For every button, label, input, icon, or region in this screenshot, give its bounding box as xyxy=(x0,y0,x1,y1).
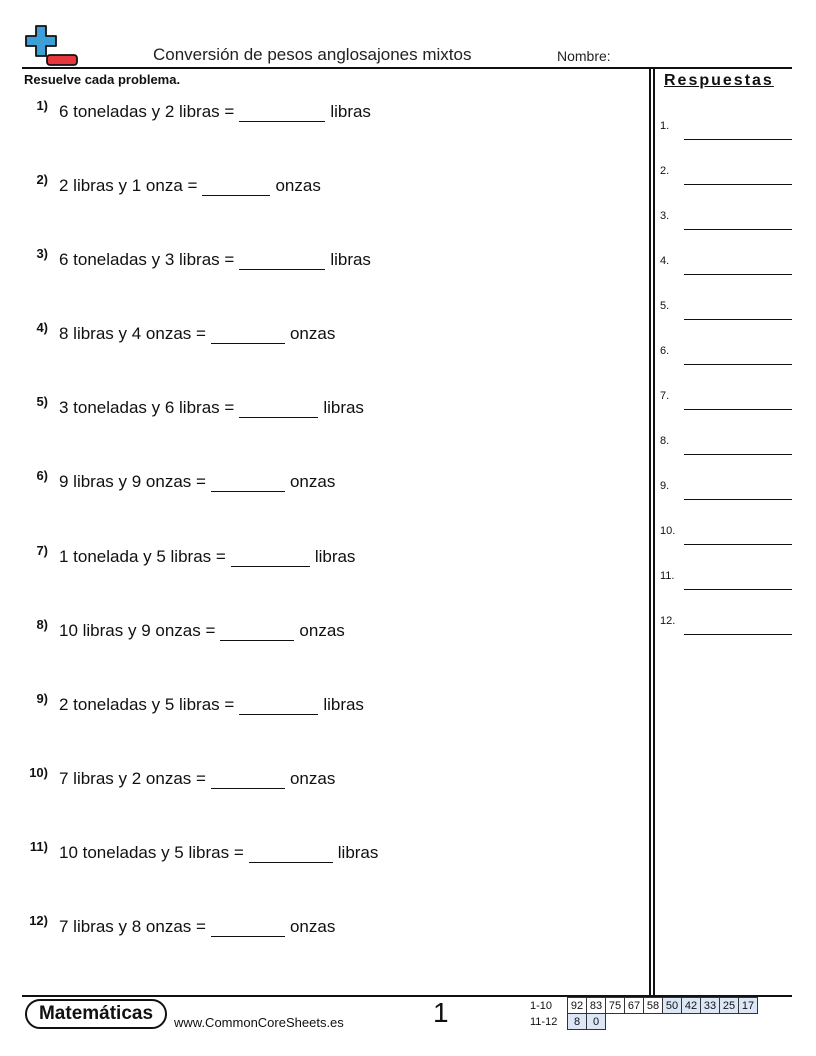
score-cell: 58 xyxy=(644,998,663,1014)
answer-blank[interactable] xyxy=(239,103,325,122)
problem-unit: onzas xyxy=(289,472,336,491)
website-link[interactable]: www.CommonCoreSheets.es xyxy=(174,1015,344,1030)
score-cell: 75 xyxy=(606,998,625,1014)
instructions: Resuelve cada problema. xyxy=(24,72,181,87)
score-cell: 17 xyxy=(739,998,758,1014)
answer-line[interactable] xyxy=(684,634,792,635)
answer-number: 4. xyxy=(660,255,670,267)
score-range-label: 11-12 xyxy=(530,1015,558,1028)
score-cell: 67 xyxy=(625,998,644,1014)
score-row xyxy=(528,1014,758,1030)
answer-blank[interactable] xyxy=(249,844,333,863)
problem-unit: onzas xyxy=(289,769,336,788)
problem-text: 10 libras y 9 onzas = xyxy=(59,621,216,640)
score-cell: 42 xyxy=(682,998,701,1014)
worksheet-title: Conversión de pesos anglosajones mixtos xyxy=(153,45,472,64)
problem-text: 6 toneladas y 2 libras = xyxy=(59,102,235,121)
problem-number: 5) xyxy=(36,394,48,409)
answers-heading: Respuestas xyxy=(664,72,774,89)
problem-text: 2 toneladas y 5 libras = xyxy=(59,695,235,714)
answer-row xyxy=(660,615,792,635)
answer-row xyxy=(660,570,792,590)
problem-unit: libras xyxy=(330,250,371,269)
problem-number: 10) xyxy=(29,765,48,780)
score-cell: 92 xyxy=(568,998,587,1014)
answer-line[interactable] xyxy=(684,274,792,275)
answer-blank[interactable] xyxy=(211,473,285,492)
score-row xyxy=(528,998,758,1014)
answer-number: 11. xyxy=(660,570,675,582)
problem-text: 10 toneladas y 5 libras = xyxy=(59,843,244,862)
answer-number: 12. xyxy=(660,615,676,627)
problem-unit: libras xyxy=(323,398,364,417)
problem-number: 9) xyxy=(36,691,48,706)
header-rule xyxy=(22,67,792,69)
score-cell: 50 xyxy=(663,998,682,1014)
answer-line[interactable] xyxy=(684,364,792,365)
answer-blank[interactable] xyxy=(239,399,318,418)
column-divider xyxy=(653,68,655,996)
answer-blank[interactable] xyxy=(211,918,285,937)
answer-blank[interactable] xyxy=(239,251,325,270)
problem-number: 7) xyxy=(36,543,48,558)
problem-number: 6) xyxy=(36,468,48,483)
answer-number: 9. xyxy=(660,480,670,492)
answer-row xyxy=(660,255,792,275)
score-cell: 25 xyxy=(720,998,739,1014)
answer-blank[interactable] xyxy=(211,325,285,344)
answer-row xyxy=(660,210,792,230)
answer-line[interactable] xyxy=(684,409,792,410)
score-table xyxy=(528,997,758,1030)
answer-line[interactable] xyxy=(684,319,792,320)
problem-unit: libras xyxy=(330,102,371,121)
answer-blank[interactable] xyxy=(231,548,310,567)
answer-row xyxy=(660,120,792,140)
answer-number: 10. xyxy=(660,525,676,537)
answer-line[interactable] xyxy=(684,544,792,545)
answer-number: 5. xyxy=(660,300,670,312)
answer-row xyxy=(660,435,792,455)
answer-line[interactable] xyxy=(684,454,792,455)
answer-number: 8. xyxy=(660,435,670,447)
problem-text: 7 libras y 2 onzas = xyxy=(59,769,206,788)
problem-text: 9 libras y 9 onzas = xyxy=(59,472,206,491)
answer-number: 7. xyxy=(660,390,670,402)
problem-text: 2 libras y 1 onza = xyxy=(59,176,198,195)
problem-text: 3 toneladas y 6 libras = xyxy=(59,398,235,417)
answer-row xyxy=(660,345,792,365)
answer-blank[interactable] xyxy=(239,696,318,715)
problem-unit: onzas xyxy=(289,917,336,936)
problem-number: 3) xyxy=(36,246,48,261)
answer-line[interactable] xyxy=(684,499,792,500)
answer-line[interactable] xyxy=(684,229,792,230)
problem-unit: libras xyxy=(323,695,364,714)
answer-row xyxy=(660,300,792,320)
problem-unit: onzas xyxy=(289,324,336,343)
answer-row xyxy=(660,480,792,500)
problem-unit: libras xyxy=(337,843,379,862)
answer-row xyxy=(660,390,792,410)
answer-row xyxy=(660,165,792,185)
subject-badge: Matemáticas xyxy=(25,999,167,1029)
problem-text: 7 libras y 8 onzas = xyxy=(59,917,206,936)
problem-unit: onzas xyxy=(299,621,345,640)
problem-text: 6 toneladas y 3 libras = xyxy=(59,250,235,269)
page-number: 1 xyxy=(433,997,449,1028)
problem-unit: onzas xyxy=(275,176,321,195)
problem-number: 1) xyxy=(36,98,48,113)
problem-number: 12) xyxy=(29,913,48,928)
score-range-label: 1-10 xyxy=(530,999,553,1012)
answer-number: 1. xyxy=(660,120,670,132)
problem-number: 8) xyxy=(36,617,48,632)
score-cell: 0 xyxy=(587,1014,606,1030)
answer-blank[interactable] xyxy=(220,622,294,641)
name-label: Nombre: xyxy=(557,48,611,64)
problem-number: 11) xyxy=(29,839,48,854)
score-cell: 33 xyxy=(701,998,720,1014)
answer-line[interactable] xyxy=(684,184,792,185)
score-cell: 83 xyxy=(587,998,606,1014)
plus-minus-logo-icon xyxy=(24,24,80,68)
problem-number: 4) xyxy=(36,320,48,335)
problem-text: 8 libras y 4 onzas = xyxy=(59,324,206,343)
answer-row xyxy=(660,525,792,545)
answer-blank[interactable] xyxy=(211,770,285,789)
answer-number: 3. xyxy=(660,210,670,222)
answer-line[interactable] xyxy=(684,139,792,140)
answer-number: 6. xyxy=(660,345,670,357)
answer-line[interactable] xyxy=(684,589,792,590)
answer-blank[interactable] xyxy=(202,177,270,196)
problem-unit: libras xyxy=(314,547,356,566)
column-divider xyxy=(649,68,651,996)
answer-number: 2. xyxy=(660,165,670,177)
score-cell: 8 xyxy=(568,1014,587,1030)
problem-text: 1 tonelada y 5 libras = xyxy=(59,547,226,566)
problem-number: 2) xyxy=(36,172,48,187)
